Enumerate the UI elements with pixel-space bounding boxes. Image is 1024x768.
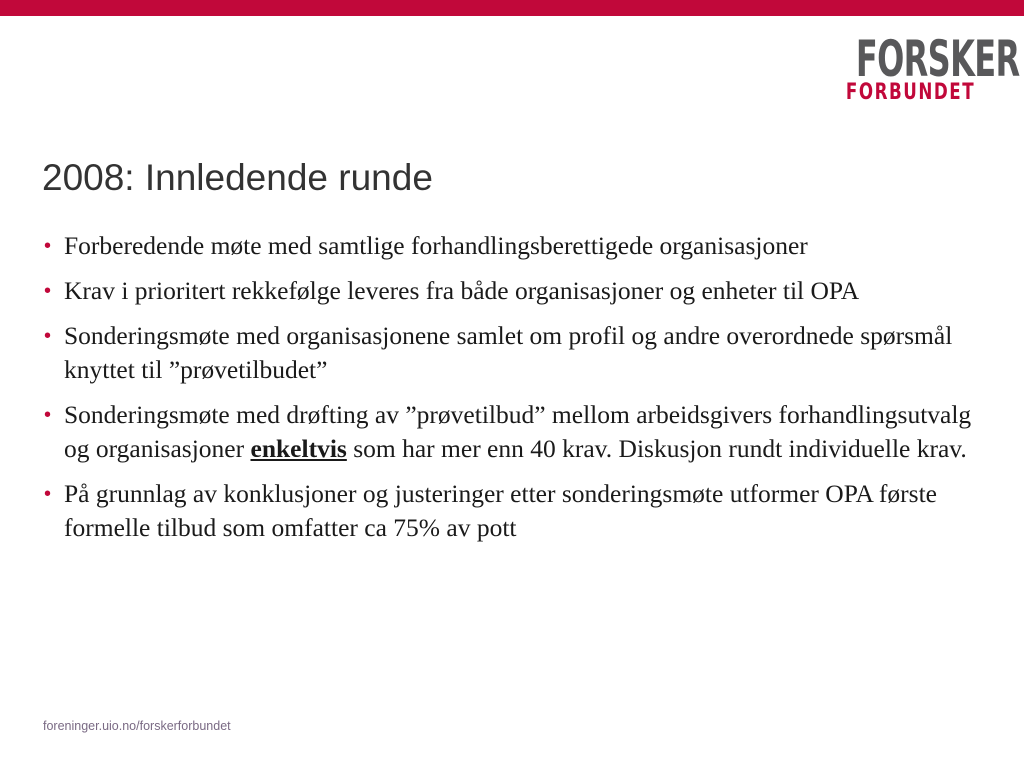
logo-line-forbundet: FORBUNDET: [845, 80, 976, 105]
bullet-emphasis: enkeltvis: [250, 434, 347, 463]
bullet-item: [44, 229, 984, 263]
bullet-marker: •: [44, 483, 52, 505]
bullet-item: [44, 319, 984, 387]
bullet-text: På grunnlag av konklusjoner og justeringer etter sonderingsmøte utformer OPA første formelle tilbud som omfatter ca 75% av pott: [64, 479, 937, 542]
forskerforbundet-logo: [826, 30, 1020, 105]
slide-title: 2008: Innledende runde: [42, 157, 433, 198]
bullet-text: Sonderingsmøte med organisasjonene samlet om profil og andre overordnede spørsmål knyttet til ”prøvetilbudet”: [64, 321, 953, 384]
bullet-marker: •: [44, 280, 52, 302]
bullet-text: Forberedende møte med samtlige forhandlingsberettigede organisasjoner: [64, 231, 808, 260]
bullet-item: [44, 477, 984, 545]
logo-line-forsker: FORSKER: [855, 30, 1020, 88]
bullet-marker: •: [44, 235, 52, 257]
bullet-marker: •: [44, 404, 52, 426]
bullet-list: [44, 229, 984, 556]
bullet-text-after: som har mer enn 40 krav. Diskusjon rundt individuelle krav.: [346, 434, 967, 463]
bullet-text: Krav i prioritert rekkefølge leveres fra både organisasjoner og enheter til OPA: [64, 276, 860, 305]
bullet-text-before: Sonderingsmøte med drøfting av ”prøvetilbud” mellom arbeidsgivers forhandlingsutvalg og organisasjoner: [64, 400, 972, 463]
bullet-marker: •: [44, 325, 52, 347]
footer-url: foreninger.uio.no/forskerforbundet: [43, 719, 231, 733]
bullet-item: [44, 398, 984, 466]
bullet-item: [44, 274, 984, 308]
top-accent-bar: [0, 0, 1024, 16]
